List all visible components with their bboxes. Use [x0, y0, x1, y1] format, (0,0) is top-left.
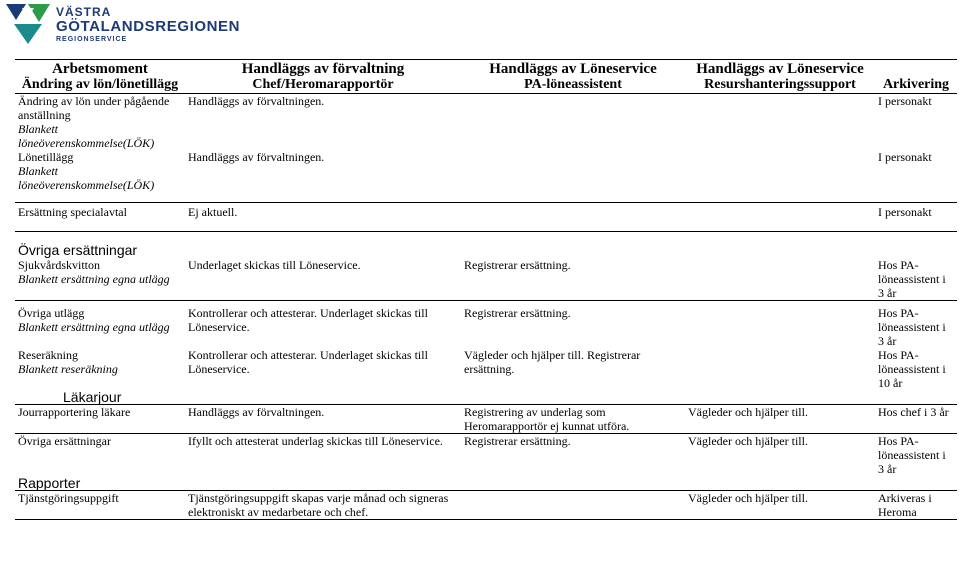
cell-arkiv: Hos PA-löneassistent i 3 år [878, 434, 946, 476]
cell-arkiv: I personakt [878, 94, 932, 108]
header-empty [875, 60, 957, 78]
header-res: Resurshanteringssupport [704, 77, 856, 92]
cell-chef: Underlaget skickas till Löneservice. [188, 258, 361, 272]
header-forvaltning: Handläggs av förvaltning [241, 61, 405, 77]
header-arbetsmoment: Arbetsmoment [52, 61, 148, 77]
table-row-specialavtal [15, 203, 957, 232]
cell-arkiv: Hos PA-löneassistent i 10 år [878, 348, 946, 390]
row-title: Tjänstgöringsuppgift [18, 491, 119, 505]
cell-chef: Tjänstgöringsuppgift skapas varje månad och signeras elektroniskt av medarbetare och chef. [188, 491, 449, 519]
cell-pa: Registrerar ersättning. [464, 306, 571, 320]
header-row-2 [15, 77, 957, 94]
table-row-jour [15, 405, 957, 434]
row-title: Övriga utlägg [18, 306, 85, 320]
row-form: Blankett löneöverenskommelse(LÖK) [18, 164, 155, 192]
table-row-reserakning [15, 348, 957, 390]
vgr-logo-mark-icon [4, 2, 54, 46]
logo-line-1: VÄSTRA [56, 5, 112, 19]
cell-res: Vägleder och hjälper till. [688, 405, 808, 419]
cell-chef: Handläggs av förvaltningen. [188, 94, 325, 108]
header-pa: PA-löneassistent [524, 77, 622, 92]
cell-arkiv: Hos PA-löneassistent i 3 år [878, 258, 946, 300]
logo-text [56, 4, 240, 43]
cell-arkiv: I personakt [878, 205, 932, 219]
row-title: Reseräkning [18, 348, 78, 362]
cell-res: Vägleder och hjälper till. [688, 434, 808, 448]
cell-chef: Handläggs av förvaltningen. [188, 405, 325, 419]
row-title: Jourrapportering läkare [18, 405, 131, 419]
row-title: Ersättning specialavtal [18, 205, 127, 219]
row-form: Blankett ersättning egna utlägg [18, 320, 170, 334]
table-row-sjukvard [15, 258, 957, 301]
row-title: Sjukvårdskvitton [18, 258, 101, 272]
header-loneservice-pa: Handläggs av Löneservice [489, 61, 657, 77]
header-andring: Ändring av lön/lönetillägg [21, 77, 179, 92]
cell-arkiv: I personakt [878, 150, 932, 164]
section-lakarjour [15, 390, 957, 405]
logo-line-2: GÖTALANDSREGIONEN [56, 18, 241, 35]
header-chef: Chef/Heromarapportör [252, 77, 394, 92]
cell-chef: Handläggs av förvaltningen. [188, 150, 325, 164]
row-form: Blankett ersättning egna utlägg [18, 272, 170, 286]
cell-res: Vägleder och hjälper till. [688, 491, 808, 505]
cell-arkiv: Arkiveras i Heroma [878, 491, 932, 519]
table-row-lonetillagg [15, 150, 957, 192]
table-row-ovriga-utlagg [15, 301, 957, 349]
cell-arkiv: Hos chef i 3 år [878, 405, 949, 419]
section-title-lakarjour: Läkarjour [63, 389, 122, 405]
cell-chef: Kontrollerar och attesterar. Underlaget skickas till Löneservice. [188, 348, 428, 376]
cell-pa: Registrerar ersättning. [464, 434, 571, 448]
table-row-ovriga-ersattningar [15, 434, 957, 477]
row-title: Övriga ersättningar [18, 434, 111, 448]
row-form: Blankett reseräkning [18, 362, 118, 376]
header-arkivering: Arkivering [882, 77, 950, 92]
row-title: Ändring av lön under pågående anställning [18, 94, 170, 122]
section-ovriga [15, 232, 957, 259]
cell-chef: Ej aktuell. [188, 205, 238, 219]
vgr-logo [4, 2, 241, 46]
cell-chef: Ifyllt och attesterat underlag skickas till Löneservice. [188, 434, 443, 448]
table-row-andring [15, 94, 957, 151]
section-title-ovriga: Övriga ersättningar [18, 242, 138, 258]
cell-pa: Vägleder och hjälper till. Registrerar ersättning. [464, 348, 641, 376]
routine-table [15, 59, 957, 520]
cell-pa: Registrering av underlag som Heromarapportör ej kunnat utföra. [464, 405, 630, 433]
section-title-rapporter: Rapporter [18, 475, 81, 491]
section-rapporter [15, 476, 957, 491]
table-row-tjanstgoring [15, 491, 957, 520]
logo-line-3: REGIONSERVICE [56, 36, 128, 43]
cell-chef: Kontrollerar och attesterar. Underlaget skickas till Löneservice. [188, 306, 428, 334]
cell-pa: Registrerar ersättning. [464, 258, 571, 272]
header-row-1 [15, 60, 957, 78]
cell-arkiv: Hos PA-löneassistent i 3 år [878, 306, 946, 348]
row-title: Lönetillägg [18, 150, 74, 164]
spacer-row [15, 192, 957, 203]
header-loneservice-res: Handläggs av Löneservice [696, 61, 864, 77]
row-form: Blankett löneöverenskommelse(LÖK) [18, 122, 155, 150]
